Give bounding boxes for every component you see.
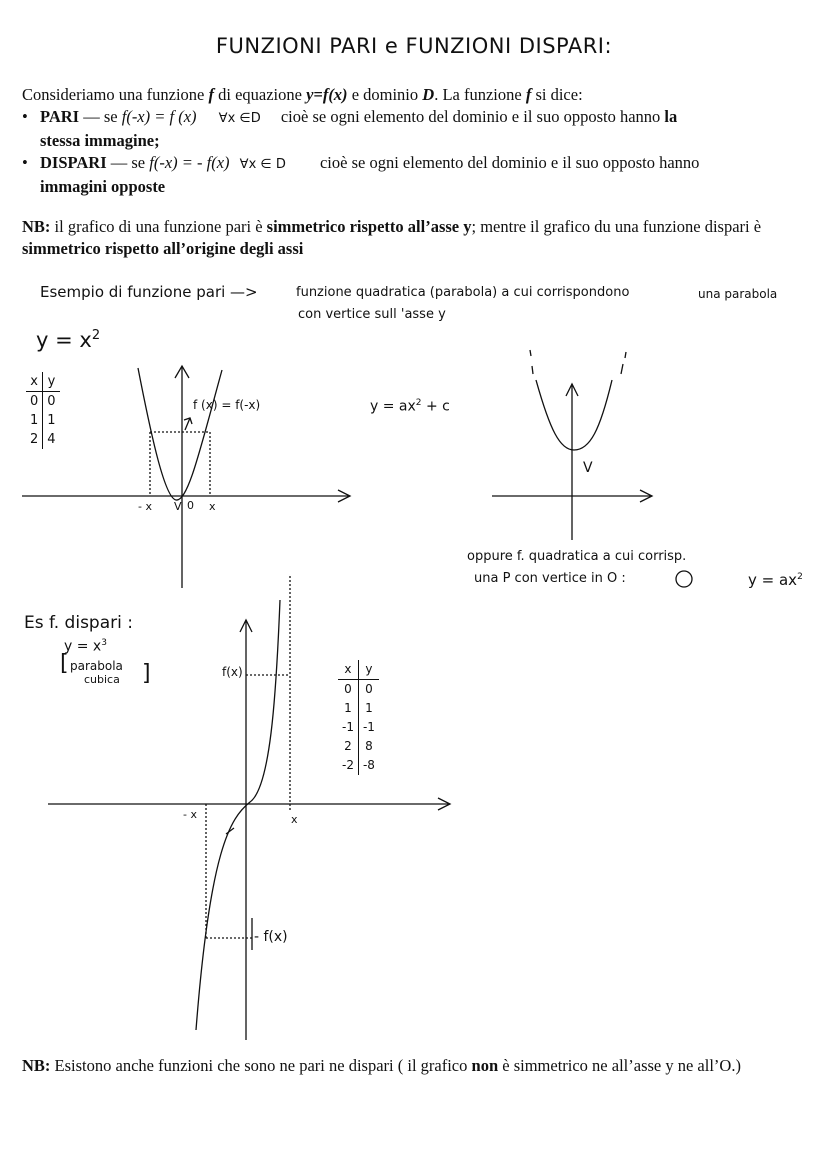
exponent: 2 xyxy=(797,572,803,582)
minus-x-label: - x xyxy=(138,500,152,513)
intro-domain: D xyxy=(422,85,435,104)
nb-bold: simmetrico rispetto all’origine degli assi xyxy=(22,239,304,258)
intro-equation: y=f(x) xyxy=(306,85,348,104)
pari-formula: f(-x) = f (x) xyxy=(121,107,197,126)
parabola-text: una parabola xyxy=(698,287,778,301)
pari-bold: la xyxy=(664,107,678,126)
table-cell: 1 xyxy=(47,413,56,428)
quadratica-text: funzione quadratica (parabola) a cui corrispondono xyxy=(296,285,630,300)
esempio-pari-text: Esempio di funzione pari —> xyxy=(40,283,258,301)
label-text: cubica xyxy=(84,673,120,686)
parabola-right-graph xyxy=(492,350,692,587)
intro-text: si dice: xyxy=(531,85,583,104)
origin-label: 0 xyxy=(187,499,194,512)
equation-text: y = x xyxy=(64,638,102,655)
parabola-curve xyxy=(536,380,612,450)
vertex-v-label: V xyxy=(583,460,593,476)
nb-text: Esistono anche funzioni che sono ne pari ne dispari ( il grafico xyxy=(50,1056,472,1075)
x-label-2: x xyxy=(291,813,298,826)
origin-circle xyxy=(676,571,692,587)
minus-x-label-2: - x xyxy=(183,808,197,821)
tick xyxy=(530,350,531,356)
pari-bold: stessa immagine; xyxy=(40,131,160,150)
table-cell: x xyxy=(338,660,358,680)
dispari-formula: f(-x) = - f(x) xyxy=(149,153,230,172)
x-label: x xyxy=(209,500,216,513)
table-cell: -2 xyxy=(338,756,358,775)
table-cell: 2 xyxy=(26,430,43,449)
dash: — xyxy=(79,107,104,126)
es-dispari-text: Es f. dispari : xyxy=(24,613,133,633)
vertice-asse-text: con vertice sull 'asse y xyxy=(298,307,446,322)
table-cell: -8 xyxy=(362,758,375,772)
equation-text: y = x xyxy=(36,328,92,352)
equation-text: y = ax xyxy=(370,398,416,415)
bracket-left: [ xyxy=(60,651,69,676)
dispari-desc: cioè se ogni elemento del dominio e il suo opposto hanno xyxy=(319,153,700,172)
se-text: se xyxy=(103,107,122,126)
table-cell: 1 xyxy=(338,699,358,718)
table-cell: y xyxy=(43,372,60,392)
oppure-text: oppure f. quadratica a cui corrisp. xyxy=(467,549,687,564)
nb-text: il grafico di una funzione pari è xyxy=(50,217,267,236)
label-text: parabola xyxy=(70,659,123,673)
pari-graph xyxy=(22,366,350,588)
intro-f: f xyxy=(525,85,532,104)
nb-label: NB: xyxy=(22,217,51,236)
se-text: se xyxy=(131,153,150,172)
vertice-o-text: una P con vertice in O : xyxy=(474,571,626,586)
intro-f: f xyxy=(208,85,214,104)
nb-label: NB: xyxy=(22,1056,51,1075)
fx-label: f(x) xyxy=(222,665,243,679)
dash: — xyxy=(106,153,132,172)
exponent: 2 xyxy=(415,398,422,408)
tick xyxy=(532,366,533,374)
nb-bold: simmetrico rispetto all’asse y xyxy=(266,217,472,236)
table-cell: 4 xyxy=(47,432,56,447)
table-cell: 8 xyxy=(365,739,373,753)
bracket-right: ] xyxy=(142,661,151,686)
dispari-graph xyxy=(48,576,450,1040)
fx-eq-label: f (x) = f(-x) xyxy=(193,398,261,412)
table-cell: 1 xyxy=(365,701,373,715)
dispari-forall: ∀x ∈ D xyxy=(239,157,286,172)
dispari-label: DISPARI xyxy=(40,153,107,172)
equation-text: y = ax xyxy=(748,571,798,589)
table-cell: 0 xyxy=(26,392,43,412)
table-cell: 0 xyxy=(338,680,358,700)
table-cell: -1 xyxy=(338,718,358,737)
nb-text: è simmetrico ne all’asse y ne all’O.) xyxy=(498,1056,741,1075)
table-cell: 0 xyxy=(47,394,56,409)
nb-bold: non xyxy=(471,1056,499,1075)
table-cell: y xyxy=(358,660,378,680)
table-cell: -1 xyxy=(362,720,375,734)
pari-label: PARI xyxy=(40,107,80,126)
table-cell: x xyxy=(26,372,43,392)
dispari-bold: immagini opposte xyxy=(40,177,166,196)
equation-text: + c xyxy=(421,398,450,415)
tick xyxy=(625,352,626,358)
intro-text: Consideriamo una funzione xyxy=(22,85,209,104)
page-title: FUNZIONI PARI e FUNZIONI DISPARI: xyxy=(215,34,613,58)
intro-text: . La funzione xyxy=(434,85,526,104)
nb-neither xyxy=(22,1055,812,1077)
cubic-curve xyxy=(196,600,280,1030)
exponent: 3 xyxy=(101,638,107,648)
intro-text: e dominio xyxy=(347,85,423,104)
pari-forall: ∀x ∈D xyxy=(218,111,261,126)
table-cell: 2 xyxy=(338,737,358,756)
tick xyxy=(621,364,623,374)
table-cell: 0 xyxy=(365,682,373,696)
intro-text: di equazione xyxy=(214,85,307,104)
table-cell: 1 xyxy=(26,411,43,430)
pari-desc: cioè se ogni elemento del dominio e il suo opposto hanno xyxy=(280,107,665,126)
exponent: 2 xyxy=(91,328,101,343)
v-label: V xyxy=(174,500,182,513)
minus-fx-label: - f(x) xyxy=(254,929,288,945)
nb-text: ; mentre il grafico du una funzione dispari è xyxy=(471,217,762,236)
